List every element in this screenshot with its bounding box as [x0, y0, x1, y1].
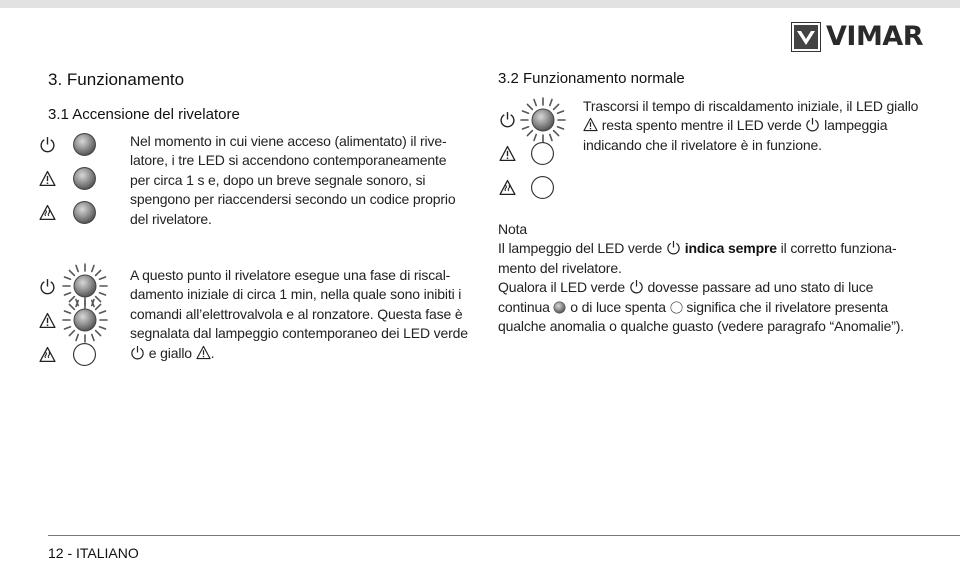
text-line: comandi all’elettrovalvola e al ronzatore. Questa fase è	[130, 305, 463, 322]
text-line: continua o di luce spenta significa che il rivelatore presenta	[498, 298, 888, 315]
power-icon	[39, 136, 56, 153]
warning-triangle-icon	[39, 170, 56, 187]
text-line: e giallo .	[130, 344, 470, 363]
text-line: spengono per riaccendersi secondo un codice proprio	[130, 191, 456, 208]
warning-triangle-icon	[39, 312, 56, 329]
warning-triangle-icon	[499, 145, 516, 162]
brand-name: VIMAR	[826, 21, 923, 52]
led-on-icon	[553, 301, 566, 314]
gas-alarm-icon	[499, 179, 516, 196]
paragraph-3-1-a	[130, 132, 460, 229]
power-icon	[805, 117, 820, 132]
power-icon	[130, 345, 145, 360]
led-off-icon	[530, 141, 555, 166]
emphasis-text: indica sempre	[684, 240, 777, 257]
led-blinking-icon	[61, 296, 109, 344]
text-line: del rivelatore.	[130, 210, 212, 227]
text-line: Trascorsi il tempo di riscaldamento iniziale, il LED giallo	[583, 98, 919, 114]
led-on-icon	[72, 132, 97, 157]
led-blinking-icon	[519, 96, 567, 144]
note-title: Nota	[498, 221, 527, 237]
text-line: A questo punto il rivelatore esegue una fase di riscal-	[130, 267, 451, 283]
subsection-title-3-1: 3.1 Accensione del rivelatore	[48, 106, 240, 123]
led-off-icon	[530, 175, 555, 200]
vimar-logo-mark	[791, 22, 821, 52]
power-icon	[629, 279, 644, 294]
power-icon	[39, 278, 56, 295]
text-line: mento del rivelatore.	[498, 259, 622, 276]
footer-divider	[48, 535, 960, 536]
text-line: Qualora il LED verde dovesse passare ad uno stato di luce	[498, 279, 874, 296]
page-footer: 12 - ITALIANO	[48, 545, 139, 561]
warning-triangle-icon	[196, 345, 211, 360]
section-title: 3. Funzionamento	[48, 70, 185, 89]
paragraph-3-1-b	[130, 266, 470, 363]
text-line: resta spento mentre il LED verde lampeggia	[583, 116, 933, 135]
power-icon	[499, 111, 516, 128]
text-line: damento iniziale di circa 1 min, nella quale sono inibiti i	[130, 286, 462, 303]
note-block	[498, 220, 938, 336]
text-line: latore, i tre LED si accendono contemporaneamente	[130, 152, 447, 169]
led-on-icon	[72, 200, 97, 225]
text-line: per circa 1 s e, dopo un breve segnale sonoro, si	[130, 171, 426, 188]
power-icon	[666, 240, 681, 255]
gas-alarm-icon	[39, 346, 56, 363]
led-on-icon	[72, 166, 97, 191]
text-line: Il lampeggio del LED verde indica sempre il corretto funziona-	[498, 240, 897, 257]
warning-triangle-icon	[583, 117, 598, 132]
text-line: segnalata dal lampeggio contemporaneo dei LED verde	[130, 325, 468, 342]
top-bar	[0, 0, 960, 8]
gas-alarm-icon	[39, 204, 56, 221]
subsection-title-3-2: 3.2 Funzionamento normale	[498, 70, 685, 87]
led-off-icon	[72, 342, 97, 367]
vimar-logo	[791, 22, 923, 52]
text-line: indicando che il rivelatore è in funzione.	[583, 136, 822, 153]
text-line: Nel momento in cui viene acceso (alimentato) il rive-	[130, 133, 447, 149]
led-off-icon	[670, 301, 683, 314]
text-line: qualche anomalia o qualche guasto (vedere paragrafo “Anomalie”).	[498, 318, 904, 335]
paragraph-3-2	[583, 97, 933, 155]
